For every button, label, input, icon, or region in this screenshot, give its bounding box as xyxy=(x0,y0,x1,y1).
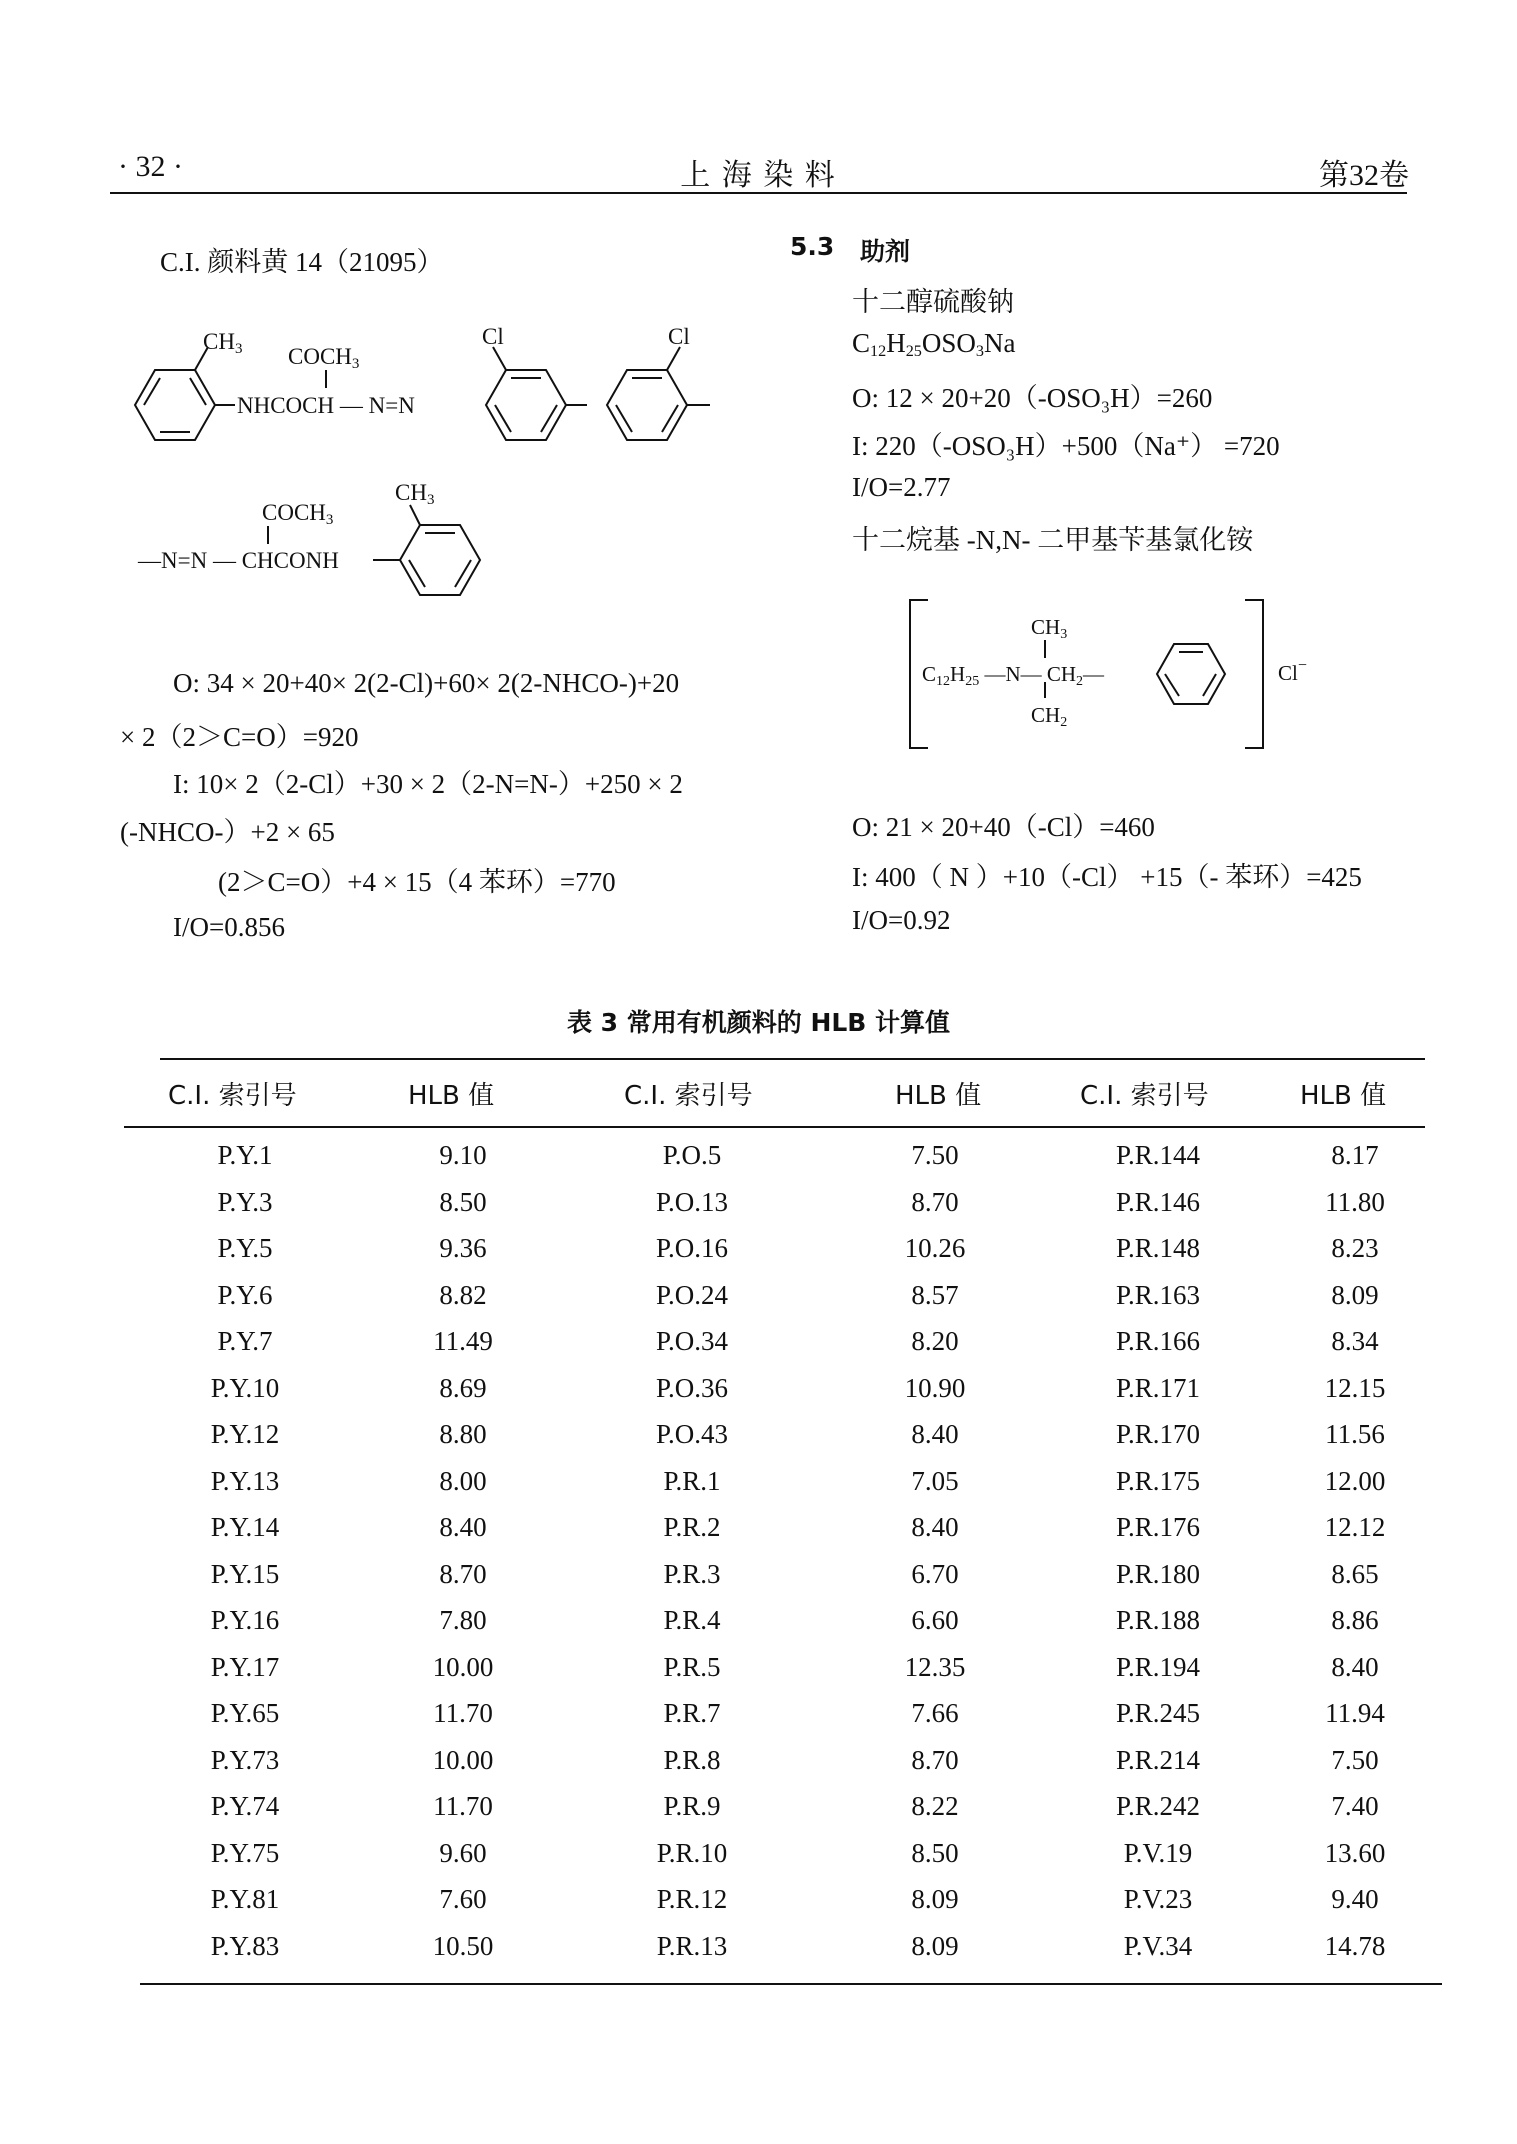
svg-text:COCH3 xyxy=(288,344,359,372)
ci-index-cell: P.V.34 xyxy=(1123,1931,1193,1961)
ci-index-cell: P.R.5 xyxy=(663,1652,721,1682)
compound-title: C.I. 颜料黄 14（21095） xyxy=(160,247,444,277)
ci-index-cell: P.Y.73 xyxy=(210,1745,280,1775)
hlb-value-cell: 11.56 xyxy=(1325,1419,1385,1449)
i-calc-2: I: 220（-OSO₃H）+500（Na⁺） =720 xyxy=(852,431,1280,461)
hlb-value-cell: 8.69 xyxy=(439,1373,487,1403)
ci-index-cell: P.Y.14 xyxy=(210,1512,280,1542)
hlb-value-cell: 8.82 xyxy=(439,1280,487,1310)
compound-name-2: 十二烷基 -N,N- 二甲基苄基氯化铵 xyxy=(852,525,1254,555)
ci-index-cell: P.R.9 xyxy=(663,1791,721,1821)
ci-index-cell: P.Y.81 xyxy=(210,1884,280,1914)
nplus-ch3: CH xyxy=(1031,615,1061,639)
io-ratio-3: I/O=0.92 xyxy=(852,905,951,935)
ci-index-cell: P.Y.83 xyxy=(210,1931,280,1961)
ch3-subscript-bottom: 3 xyxy=(426,492,435,508)
hlb-value-cell: 14.78 xyxy=(1324,1931,1386,1961)
hlb-value-cell: 7.50 xyxy=(911,1140,959,1170)
hlb-value-cell: 7.05 xyxy=(911,1466,959,1496)
hlb-value-cell: 7.60 xyxy=(439,1884,487,1914)
hlb-value-cell: 8.40 xyxy=(1331,1652,1379,1682)
ci-index-cell: P.Y.10 xyxy=(210,1373,280,1403)
amide-azo-chain: NHCOCH — N=N xyxy=(237,393,415,418)
hlb-value-cell: 8.34 xyxy=(1331,1326,1379,1356)
hlb-value-cell: 8.23 xyxy=(1331,1233,1379,1263)
coch3-subscript: 3 xyxy=(351,356,360,372)
hlb-value-cell: 11.70 xyxy=(433,1698,493,1728)
ci-index-cell: P.O.36 xyxy=(655,1373,729,1403)
col-header-hlb-3: HLB 值 xyxy=(1300,1081,1387,1111)
coch3-label-bottom: COCH xyxy=(262,500,326,525)
hlb-value-cell: 11.70 xyxy=(433,1791,493,1821)
ci-index-cell: P.R.12 xyxy=(656,1884,728,1914)
ci-index-cell: P.Y.17 xyxy=(210,1652,280,1682)
io-ratio-2: I/O=2.77 xyxy=(852,472,951,502)
azo-amide-chain: —N=N — CHCONH xyxy=(138,548,339,573)
svg-text:CH2: CH2 xyxy=(1031,703,1068,730)
hlb-value-cell: 10.90 xyxy=(904,1373,966,1403)
hlb-value-cell: 12.35 xyxy=(904,1652,966,1682)
ci-index-cell: P.V.19 xyxy=(1123,1838,1193,1868)
hlb-value-cell: 8.50 xyxy=(911,1838,959,1868)
table-caption: 表 3 常用有机颜料的 HLB 计算值 xyxy=(566,1008,951,1037)
hlb-value-cell: 8.00 xyxy=(439,1466,487,1496)
i-calc-line-3: (2＞C=O）+4 × 15（4 苯环）=770 xyxy=(218,867,616,897)
svg-text:CH3 xyxy=(395,480,434,508)
ci-index-cell: P.R.171 xyxy=(1115,1373,1201,1403)
ci-index-cell: P.R.175 xyxy=(1115,1466,1201,1496)
ci-index-cell: P.R.170 xyxy=(1115,1419,1201,1449)
hlb-value-cell: 12.00 xyxy=(1324,1466,1386,1496)
hlb-value-cell: 8.09 xyxy=(1331,1280,1379,1310)
hlb-value-cell: 7.40 xyxy=(1331,1791,1379,1821)
hlb-value-cell: 9.60 xyxy=(439,1838,487,1868)
chloride-ion: Cl xyxy=(1278,661,1298,685)
ci-index-cell: P.R.148 xyxy=(1115,1233,1201,1263)
hlb-value-cell: 8.22 xyxy=(911,1791,959,1821)
hlb-value-cell: 12.15 xyxy=(1324,1373,1386,1403)
ci-index-cell: P.R.166 xyxy=(1115,1326,1201,1356)
hlb-value-cell: 6.60 xyxy=(911,1605,959,1635)
ci-index-cell: P.R.1 xyxy=(663,1466,721,1496)
hlb-value-cell: 7.50 xyxy=(1331,1745,1379,1775)
hlb-value-cell: 10.26 xyxy=(904,1233,966,1263)
ci-index-cell: P.R.7 xyxy=(663,1698,721,1728)
hlb-value-cell: 7.80 xyxy=(439,1605,487,1635)
hlb-value-cell: 11.80 xyxy=(1325,1187,1385,1217)
ci-index-cell: P.Y.3 xyxy=(217,1187,273,1217)
ci-index-cell: P.R.4 xyxy=(663,1605,721,1635)
hlb-value-cell: 9.40 xyxy=(1331,1884,1379,1914)
hlb-value-cell: 8.20 xyxy=(911,1326,959,1356)
o-calc-3: O: 21 × 20+40（-Cl）=460 xyxy=(852,812,1155,842)
coch3-label: COCH xyxy=(288,344,352,369)
ci-index-cell: P.R.242 xyxy=(1115,1791,1201,1821)
ci-index-cell: P.R.214 xyxy=(1115,1745,1201,1775)
ci-index-cell: P.Y.15 xyxy=(210,1559,280,1589)
ci-index-cell: P.Y.7 xyxy=(217,1326,273,1356)
hlb-value-cell: 12.12 xyxy=(1324,1512,1386,1542)
ch3-label: CH xyxy=(203,329,235,354)
ch3-label-bottom: CH xyxy=(395,480,427,505)
hlb-value-cell: 10.50 xyxy=(432,1931,494,1961)
hlb-value-cell: 10.00 xyxy=(432,1745,494,1775)
table-bottom-rule xyxy=(140,1983,1442,1985)
ci-index-cell: P.Y.6 xyxy=(217,1280,273,1310)
ci-index-cell: P.Y.13 xyxy=(210,1466,280,1496)
hlb-value-cell: 11.94 xyxy=(1325,1698,1385,1728)
page-number: · 32 · xyxy=(118,150,183,183)
ci-index-cell: P.Y.65 xyxy=(210,1698,280,1728)
section-title: 助剂 xyxy=(860,237,911,266)
ci-index-cell: P.R.144 xyxy=(1115,1140,1201,1170)
ci-index-cell: P.O.5 xyxy=(662,1140,722,1170)
ci-index-cell: P.O.43 xyxy=(655,1419,729,1449)
hlb-value-cell: 8.40 xyxy=(911,1419,959,1449)
svg-text:COCH3 xyxy=(262,500,333,528)
col-header-ci-2: C.I. 索引号 xyxy=(624,1081,753,1111)
hlb-value-cell: 7.66 xyxy=(911,1698,959,1728)
compound-name-1: 十二醇硫酸钠 xyxy=(852,287,1014,317)
section-number: 5.3 xyxy=(790,232,835,261)
ci-index-cell: P.Y.1 xyxy=(217,1140,273,1170)
svg-text:Cl−: Cl− xyxy=(1278,657,1307,685)
hlb-value-cell: 13.60 xyxy=(1324,1838,1386,1868)
ch3-subscript: 3 xyxy=(234,341,243,357)
hlb-value-cell: 8.40 xyxy=(911,1512,959,1542)
ci-index-cell: P.O.13 xyxy=(655,1187,729,1217)
ci-index-cell: P.Y.16 xyxy=(210,1605,280,1635)
hlb-value-cell: 8.09 xyxy=(911,1884,959,1914)
formula-1: $C_{12}H_{25}OSO_3Na$ xyxy=(852,328,1016,361)
hlb-value-cell: 11.49 xyxy=(433,1326,493,1356)
hlb-value-cell: 8.50 xyxy=(439,1187,487,1217)
ci-index-cell: P.R.8 xyxy=(663,1745,721,1775)
col-header-ci-3: C.I. 索引号 xyxy=(1080,1081,1209,1111)
ci-index-cell: P.O.16 xyxy=(655,1233,729,1263)
ci-index-cell: P.Y.12 xyxy=(210,1419,280,1449)
ci-index-cell: P.R.176 xyxy=(1115,1512,1201,1542)
col-header-ci-1: C.I. 索引号 xyxy=(168,1081,297,1111)
hlb-value-cell: 9.36 xyxy=(439,1233,487,1263)
ci-index-cell: P.R.194 xyxy=(1115,1652,1201,1682)
header-rule xyxy=(110,192,1407,194)
hlb-value-cell: 8.40 xyxy=(439,1512,487,1542)
hlb-value-cell: 8.70 xyxy=(911,1187,959,1217)
hlb-value-cell: 6.70 xyxy=(911,1559,959,1589)
hlb-value-cell: 8.65 xyxy=(1331,1559,1379,1589)
ci-index-cell: P.R.163 xyxy=(1115,1280,1201,1310)
i-calc-3: I: 400（ N ）+10（-Cl） +15（- 苯环）=425 xyxy=(852,862,1362,892)
ci-index-cell: P.Y.74 xyxy=(210,1791,280,1821)
volume-label: 第32卷 xyxy=(1319,159,1409,192)
table-header-rule xyxy=(124,1126,1425,1128)
benzyl-ammonium-structure xyxy=(900,590,1370,760)
svg-text:CH3 xyxy=(203,329,242,357)
svg-text:CH3: CH3 xyxy=(1031,615,1068,642)
ci-index-cell: P.Y.75 xyxy=(210,1838,280,1868)
hlb-value-cell: 9.10 xyxy=(439,1140,487,1170)
ci-index-cell: P.R.146 xyxy=(1115,1187,1201,1217)
ci-index-cell: P.R.180 xyxy=(1115,1559,1201,1589)
o-calc-line-1: O: 34 × 20+40× 2(2-Cl)+60× 2(2-NHCO-)+20 xyxy=(173,668,680,698)
coch3-subscript-bottom: 3 xyxy=(325,512,334,528)
hlb-value-cell: 8.80 xyxy=(439,1419,487,1449)
col-header-hlb-1: HLB 值 xyxy=(408,1081,495,1111)
io-ratio-1: I/O=0.856 xyxy=(173,912,285,942)
nplus-ch2: CH xyxy=(1031,703,1061,727)
i-calc-line-2: (-NHCO-）+2 × 65 xyxy=(120,817,335,847)
o-calc-2: O: 12 × 20+20（-OSO₃H）=260 xyxy=(852,383,1213,413)
i-calc-line-1: I: 10× 2（2-Cl）+30 × 2（2-N=N-）+250 × 2 xyxy=(173,769,683,799)
hlb-value-cell: 8.17 xyxy=(1331,1140,1379,1170)
table-top-rule xyxy=(160,1058,1425,1060)
hlb-value-cell: 8.86 xyxy=(1331,1605,1379,1635)
ci-index-cell: P.R.3 xyxy=(663,1559,721,1589)
ci-index-cell: P.V.23 xyxy=(1123,1884,1193,1914)
col-header-hlb-2: HLB 值 xyxy=(895,1081,982,1111)
ci-index-cell: P.R.2 xyxy=(663,1512,721,1542)
journal-title: 上 海 染 料 xyxy=(680,159,837,192)
o-calc-line-2: × 2（2＞C=O）=920 xyxy=(120,722,359,752)
ci-index-cell: P.R.13 xyxy=(656,1931,728,1961)
ci-index-cell: P.R.188 xyxy=(1115,1605,1201,1635)
ci-index-cell: P.O.24 xyxy=(655,1280,729,1310)
hlb-value-cell: 8.70 xyxy=(911,1745,959,1775)
ci-index-cell: P.R.10 xyxy=(656,1838,728,1868)
ci-index-cell: P.Y.5 xyxy=(217,1233,273,1263)
chloro-label-1: Cl xyxy=(482,324,504,349)
chloro-label-2: Cl xyxy=(668,324,690,349)
ci-index-cell: P.R.245 xyxy=(1115,1698,1201,1728)
ammonium-chain: C12H25 —N— CH2— xyxy=(922,662,1105,689)
hlb-value-cell: 8.70 xyxy=(439,1559,487,1589)
ci-index-cell: P.O.34 xyxy=(655,1326,729,1356)
hlb-value-cell: 8.09 xyxy=(911,1931,959,1961)
pigment-yellow-14-structure xyxy=(120,320,720,625)
hlb-value-cell: 8.57 xyxy=(911,1280,959,1310)
hlb-value-cell: 10.00 xyxy=(432,1652,494,1682)
